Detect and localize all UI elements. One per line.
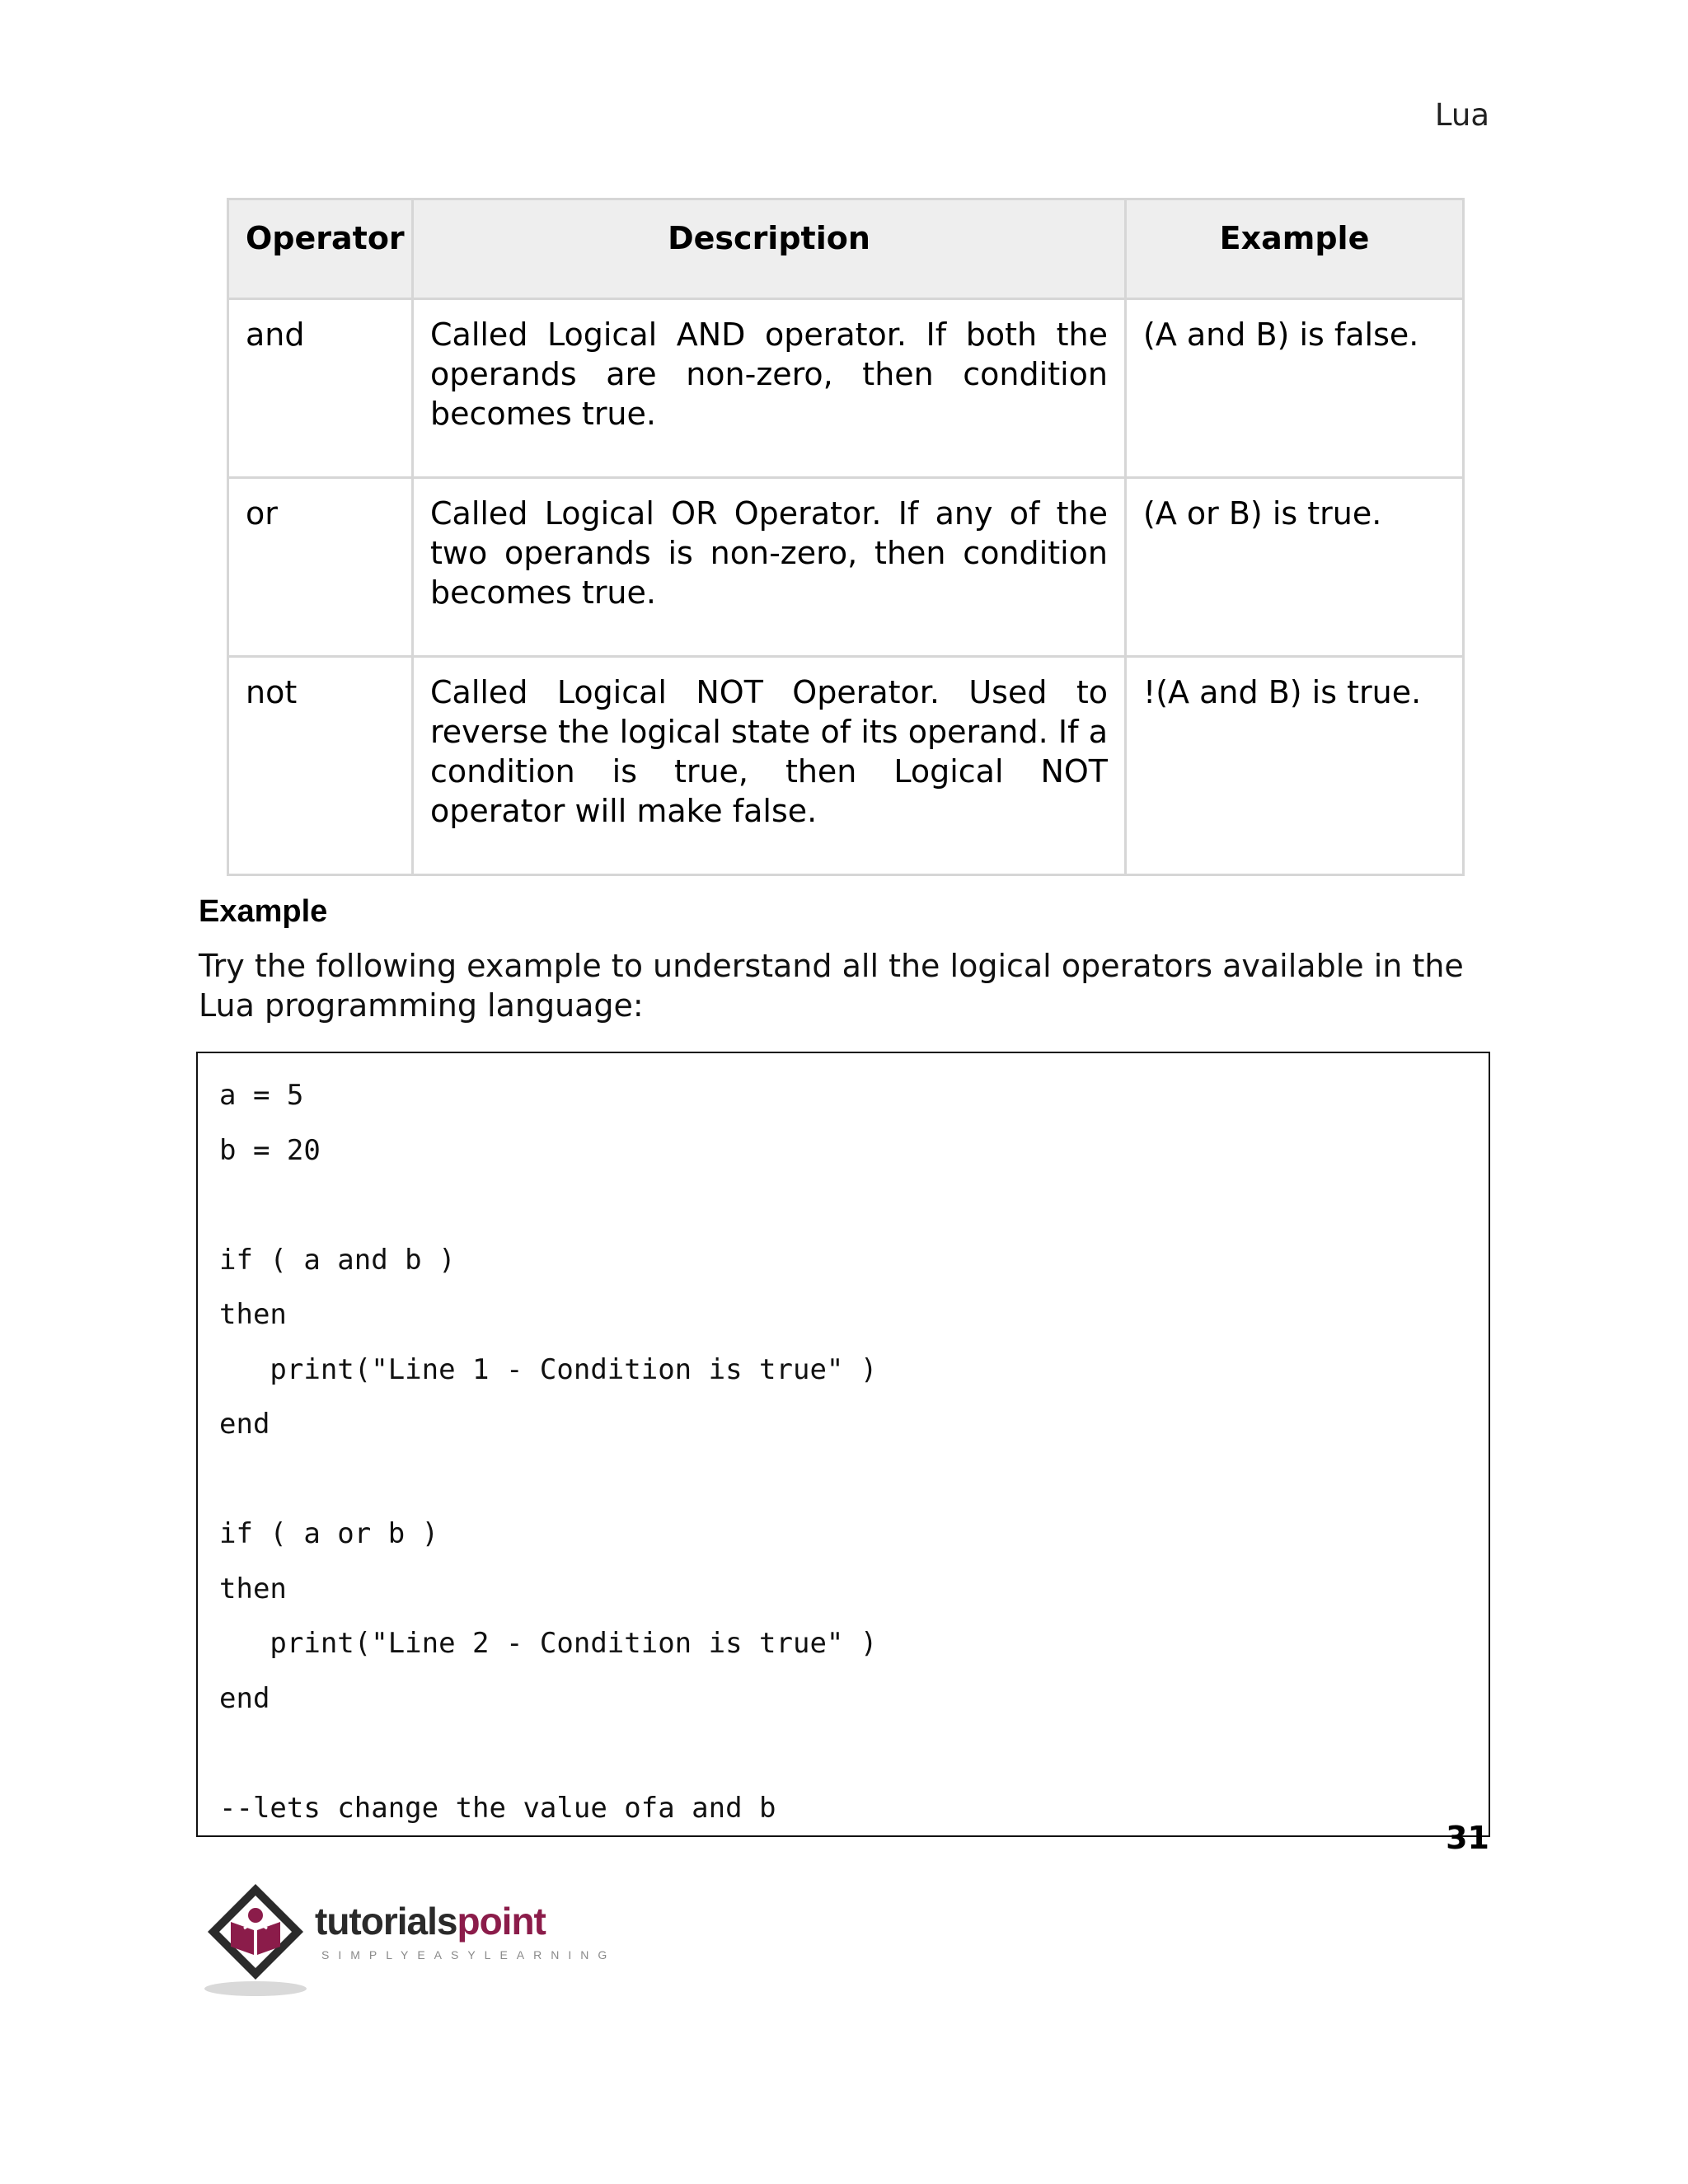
- description-cell: Called Logical AND operator. If both the operands are non-zero, then condition becomes true.: [413, 299, 1126, 478]
- example-cell: !(A and B) is true.: [1126, 657, 1464, 875]
- logo-word-tutorials: tutorials: [315, 1900, 457, 1943]
- intro-paragraph: Try the following example to understand all the logical operators available in the Lua programming language:: [199, 948, 1464, 1024]
- description-cell: Called Logical NOT Operator. Used to reverse the logical state of its operand. If a condition is true, then Logical NOT operator will make false.: [413, 657, 1126, 875]
- example-cell: (A and B) is false.: [1126, 299, 1464, 478]
- header-description: Description: [413, 199, 1126, 299]
- header-example: Example: [1126, 199, 1464, 299]
- code-block: [196, 1052, 1490, 1837]
- code-line: [219, 1726, 1469, 1781]
- code-line: if ( a or b ): [219, 1517, 439, 1550]
- code-line: then: [219, 1572, 287, 1605]
- table-row: [228, 299, 1464, 478]
- code-line: then: [219, 1298, 287, 1331]
- header-operator: Operator: [228, 199, 413, 299]
- code-line: [219, 1178, 1469, 1233]
- description-cell: Called Logical OR Operator. If any of the two operands is non-zero, then condition becomes true.: [413, 478, 1126, 657]
- logo-wordmark: [315, 1899, 546, 1943]
- code-line: --lets change the value ofa and b: [219, 1791, 776, 1825]
- code-line: a = 5: [219, 1079, 304, 1112]
- table-row: [228, 657, 1464, 875]
- logo-word-point: point: [457, 1900, 546, 1943]
- code-line: b = 20: [219, 1133, 321, 1167]
- operators-table: [227, 198, 1465, 876]
- operator-cell: or: [228, 478, 413, 657]
- table-header-row: [228, 199, 1464, 299]
- code-line: end: [219, 1408, 270, 1441]
- section-heading: Example: [199, 894, 328, 929]
- code-line: print("Line 1 - Condition is true" ): [219, 1352, 878, 1386]
- logo-tagline: SIMPLYEASYLEARNING: [321, 1948, 617, 1961]
- running-header-title: Lua: [1434, 97, 1489, 133]
- example-cell: (A or B) is true.: [1126, 478, 1464, 657]
- code-line: [219, 1452, 1469, 1507]
- tutorialspoint-logo: [198, 1879, 617, 2003]
- logo-emblem-icon: [198, 1879, 313, 2003]
- code-line: if ( a and b ): [219, 1243, 456, 1277]
- code-line: end: [219, 1681, 270, 1715]
- code-line: print("Line 2 - Condition is true" ): [219, 1627, 878, 1660]
- page-number: 31: [1446, 1820, 1489, 1856]
- table-row: [228, 478, 1464, 657]
- operator-cell: not: [228, 657, 413, 875]
- operator-cell: and: [228, 299, 413, 478]
